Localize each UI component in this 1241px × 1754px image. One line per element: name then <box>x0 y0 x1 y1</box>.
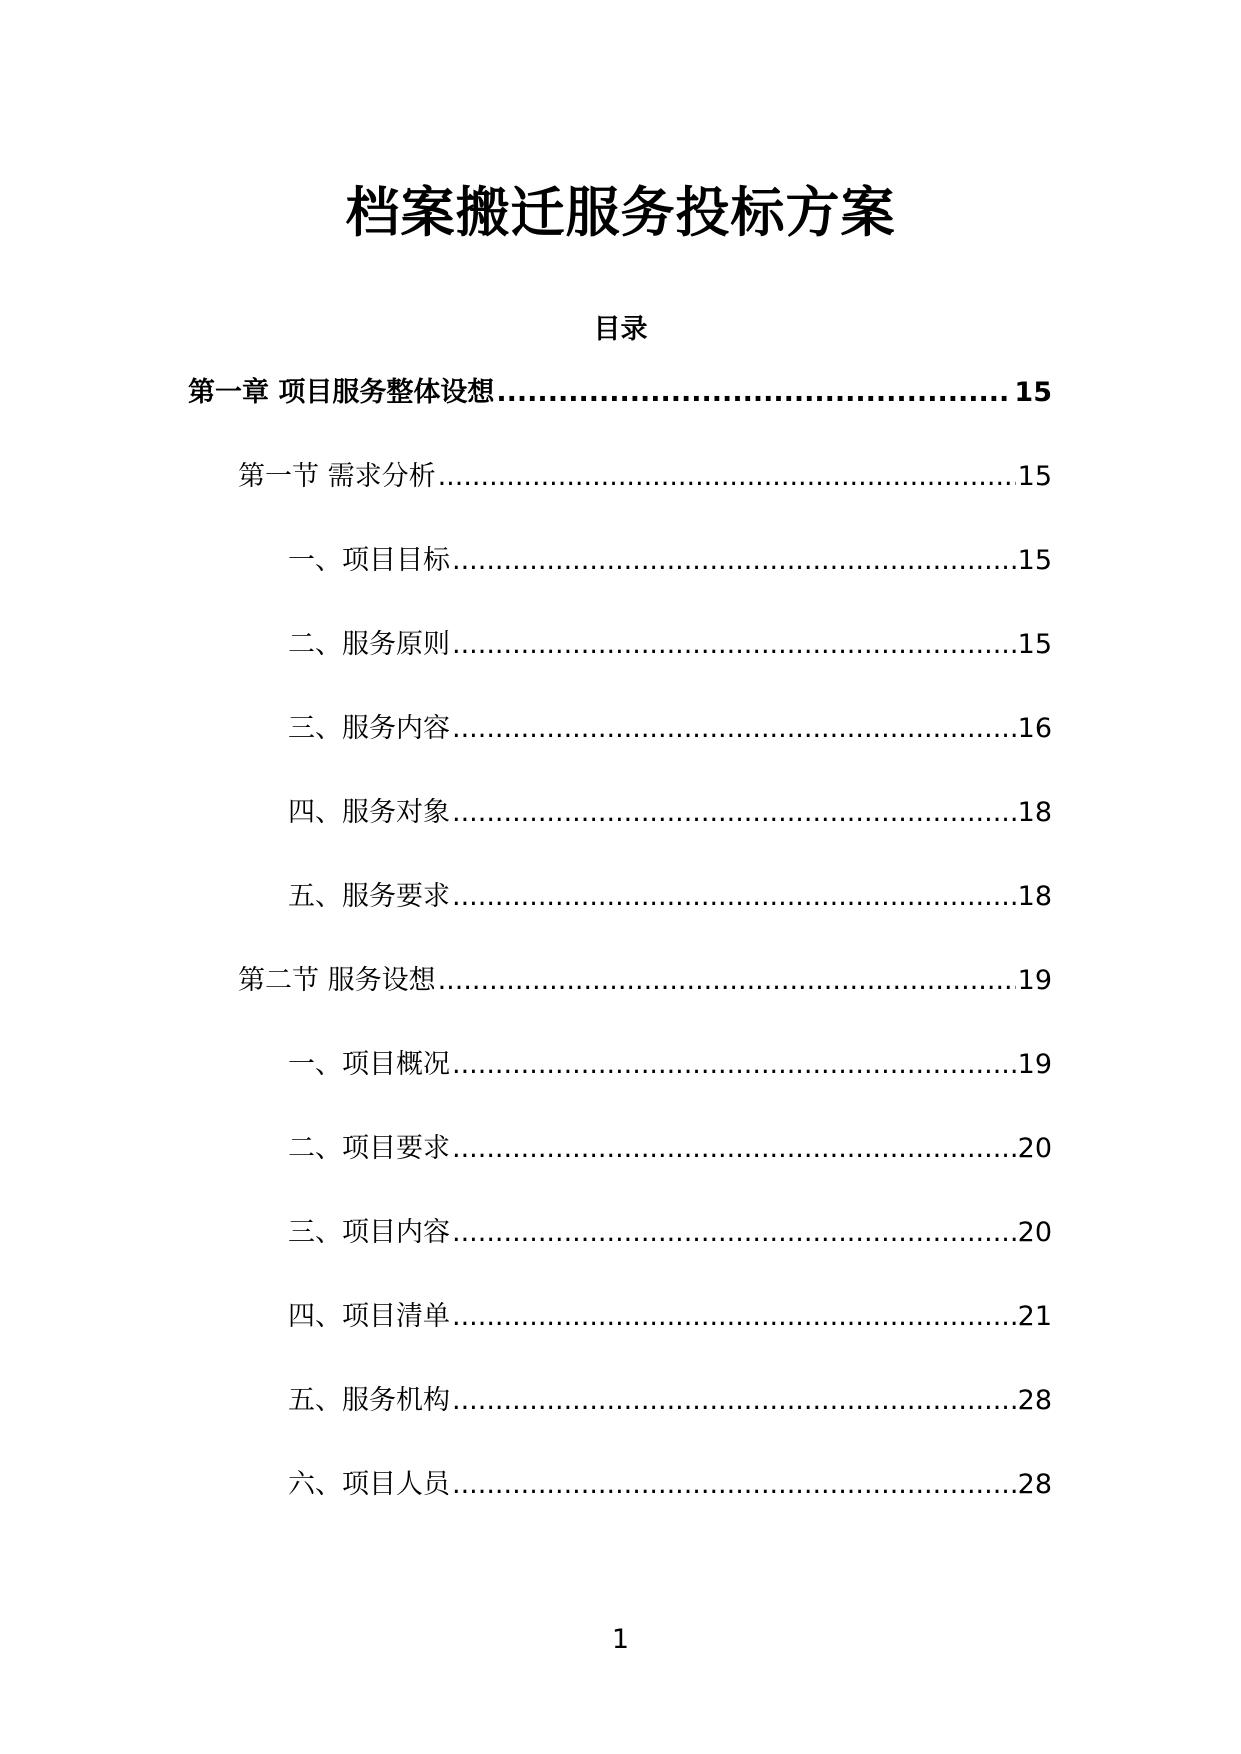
toc-entry-chapter-1[interactable] <box>188 373 1052 413</box>
toc-heading: 目录 <box>593 314 648 345</box>
dot-leader <box>452 877 1016 917</box>
toc-entry-page: 28 <box>1017 1469 1052 1500</box>
toc-entry-section-2[interactable] <box>238 961 1052 1001</box>
toc-entry-page: 20 <box>1017 1133 1052 1164</box>
toc-entry-item[interactable] <box>288 1297 1052 1337</box>
toc-entry-section-1[interactable] <box>238 457 1052 497</box>
toc-entry-title: 二、项目要求 <box>288 1133 450 1164</box>
dot-leader <box>452 1045 1016 1085</box>
dot-leader <box>496 373 1012 413</box>
toc-entry-title: 第一节 需求分析 <box>238 461 436 492</box>
toc-entry-title: 第二节 服务设想 <box>238 965 436 996</box>
toc-entry-page: 21 <box>1017 1301 1052 1332</box>
toc-entry-title: 一、项目概况 <box>288 1049 450 1080</box>
toc-entry-page: 15 <box>1014 377 1052 408</box>
dot-leader <box>438 457 1016 497</box>
page-number: 1 <box>611 1624 630 1655</box>
toc-entry-title: 六、项目人员 <box>288 1469 450 1500</box>
toc-entry-title: 五、服务要求 <box>288 881 450 912</box>
toc-entry-title: 三、服务内容 <box>288 713 450 744</box>
toc-entry-page: 19 <box>1017 965 1052 996</box>
dot-leader <box>452 1465 1016 1505</box>
dot-leader <box>452 625 1016 665</box>
dot-leader <box>452 541 1016 581</box>
toc-entry-title: 五、服务机构 <box>288 1385 450 1416</box>
toc-entry-item[interactable] <box>288 1045 1052 1085</box>
dot-leader <box>452 1297 1016 1337</box>
dot-leader <box>452 709 1016 749</box>
toc-entry-item[interactable] <box>288 625 1052 665</box>
toc-entry-item[interactable] <box>288 877 1052 917</box>
document-title: 档案搬迁服务投标方案 <box>345 181 896 244</box>
toc-entry-item[interactable] <box>288 1465 1052 1505</box>
toc-entry-page: 20 <box>1017 1217 1052 1248</box>
toc-entry-item[interactable] <box>288 1381 1052 1421</box>
dot-leader <box>452 793 1016 833</box>
dot-leader <box>452 1129 1016 1169</box>
toc-entry-page: 18 <box>1017 797 1052 828</box>
toc-entry-page: 19 <box>1017 1049 1052 1080</box>
toc-entry-item[interactable] <box>288 541 1052 581</box>
toc-entry-page: 15 <box>1017 545 1052 576</box>
toc-entry-page: 15 <box>1017 629 1052 660</box>
toc-entry-page: 28 <box>1017 1385 1052 1416</box>
toc-entry-title: 四、服务对象 <box>288 797 450 828</box>
toc-entry-title: 三、项目内容 <box>288 1217 450 1248</box>
toc-entry-item[interactable] <box>288 1129 1052 1169</box>
toc-entry-title: 一、项目目标 <box>288 545 450 576</box>
toc-entry-title: 四、项目清单 <box>288 1301 450 1332</box>
toc-entry-item[interactable] <box>288 793 1052 833</box>
dot-leader <box>438 961 1016 1001</box>
toc-entry-item[interactable] <box>288 709 1052 749</box>
dot-leader <box>452 1381 1016 1421</box>
toc-entry-page: 18 <box>1017 881 1052 912</box>
toc-entry-page: 15 <box>1017 461 1052 492</box>
toc-entry-title: 二、服务原则 <box>288 629 450 660</box>
dot-leader <box>452 1213 1016 1253</box>
toc-entry-title: 第一章 项目服务整体设想 <box>188 377 495 408</box>
toc-entry-page: 16 <box>1017 713 1052 744</box>
toc-entry-item[interactable] <box>288 1213 1052 1253</box>
